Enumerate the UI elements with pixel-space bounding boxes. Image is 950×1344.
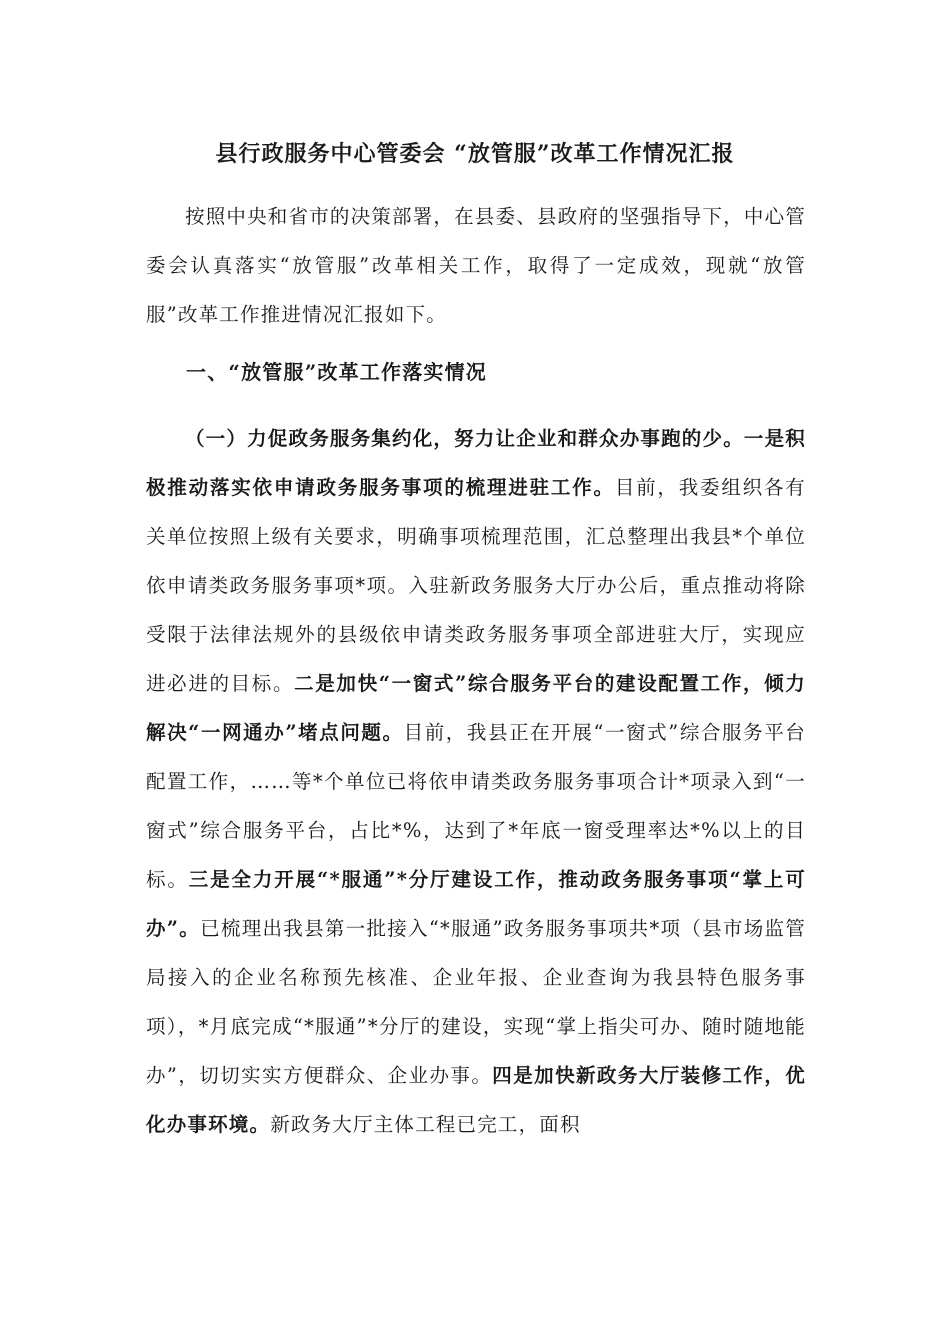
subheading: （一）力促政务服务集约化，努力让企业和群众办事跑的少。 [185, 427, 744, 450]
point-3-text: 已梳理出我县第一批接入“*服通”政务服务事项共*项（县市场监管局接入的企业名称预先核准、企业年报、企业查询为我县特色服务事项），*月底完成“*服通”*分厅的建设，实现“掌上指尖可办、随时随地能办”，切切实实方便群众、企业办事。 [146, 917, 806, 1087]
point-1-lead: 一是积极推动落实依申请政务服务事项的梳理进驻工作。 [146, 427, 807, 499]
point-3-lead: 三是全力开展“*服通”*分厅建设工作，推动政务服务事项“掌上可办”。 [146, 868, 806, 940]
intro-paragraph: 按照中央和省市的决策部署，在县委、县政府的坚强指导下，中心管委会认真落实“放管服”改革相关工作，取得了一定成效，现就“放管服”改革工作推进情况汇报如下。 [146, 205, 807, 326]
point-2-text: 目前，我县正在开展“一窗式”综合服务平台配置工作，……等*个单位已将依申请类政务服务事项合计*项录入到“一窗式”综合服务平台，占比*%，达到了*年底一窗受理率达*%以上的目标。 [146, 721, 806, 891]
point-4-lead: 四是加快新政务大厅装修工作，优化办事环境。 [146, 1064, 806, 1136]
point-1-text: 目前，我委组织各有关单位按照上级有关要求，明确事项梳理范围，汇总整理出我县*个单位依申请类政务服务事项*项。入驻新政务服务大厅办公后，重点推动将除受限于法律法规外的县级依申请类政务服务事项全部进驻大厅，实现应进必进的目标。 [146, 476, 806, 695]
section-paragraph [146, 414, 806, 1149]
point-2-lead: 二是加快“一窗式”综合服务平台的建设配置工作，倾力解决“一网通办”堵点问题。 [146, 672, 807, 744]
point-4-text: 新政务大厅主体工程已完工，面积 [270, 1113, 581, 1136]
document-title: 县行政服务中心管委会 “放管服”改革工作情况汇报 [215, 141, 735, 167]
section-heading: 一、“放管服”改革工作落实情况 [186, 360, 488, 384]
